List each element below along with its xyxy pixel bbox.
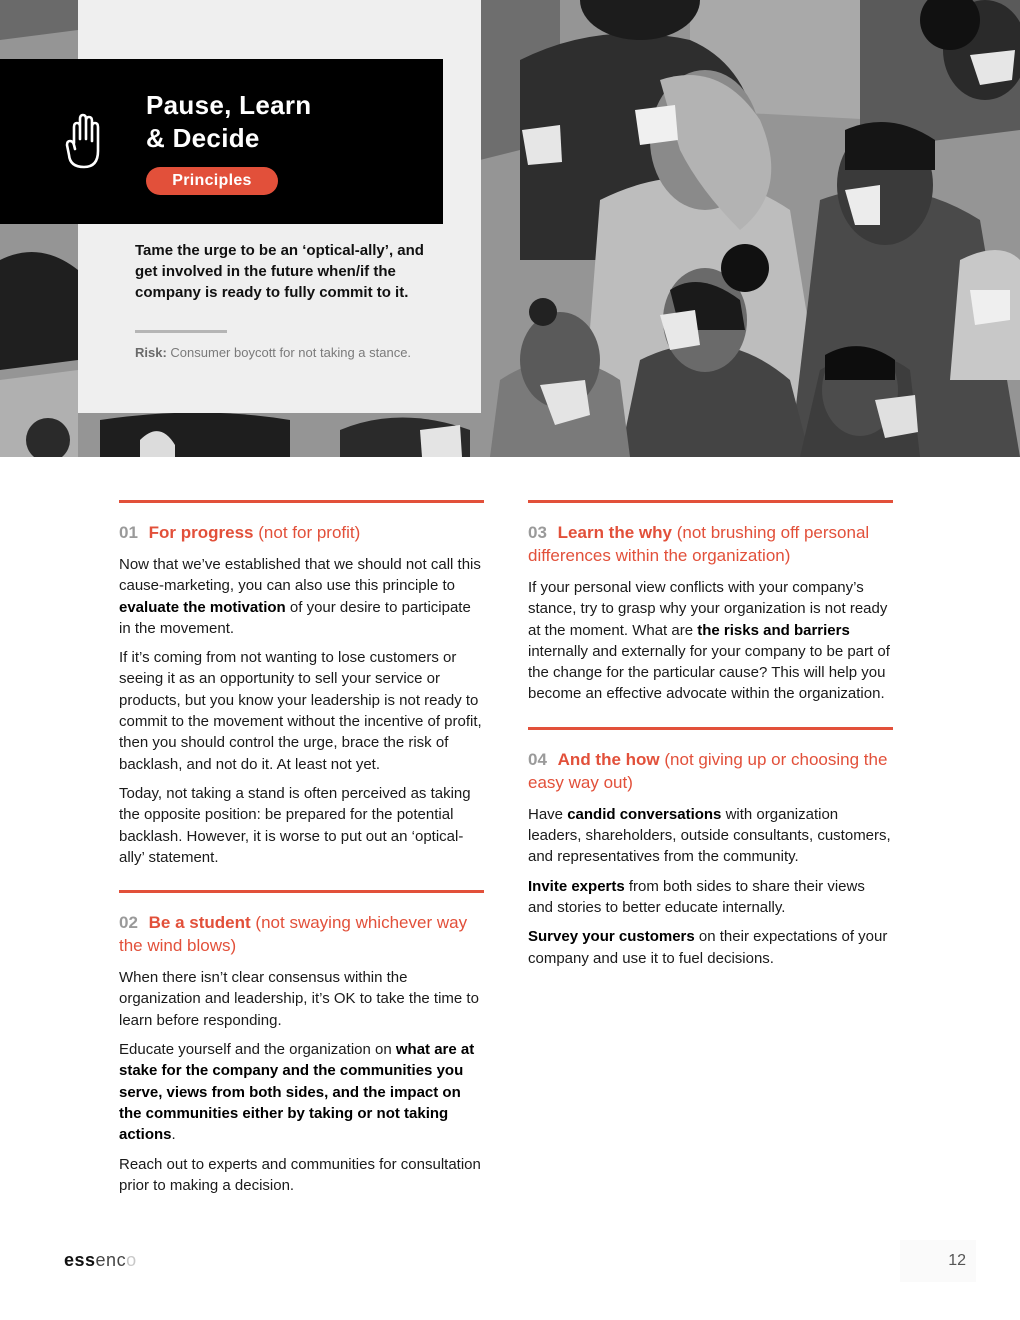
text: of your desire to participate in the movement.	[119, 598, 471, 637]
text: on their expectations of your company and use it to fuel decisions.	[528, 928, 888, 967]
bold-text: what are at stake for the company and the communities you serve, views from both sides, and the impact on the communities either by taking or not taking actions	[119, 1041, 475, 1144]
left-column	[119, 500, 484, 1204]
section-number: 03	[528, 523, 547, 542]
bold-text: Survey your customers	[528, 928, 695, 946]
section-subtitle: (not giving up or choosing the easy way out)	[528, 749, 888, 792]
text: from both sides to share their views and stories to better educate internally.	[528, 877, 865, 916]
text: with organization leaders, shareholders, outside consultants, customers, and representatives from the community.	[528, 805, 891, 866]
text: Now that we’ve established that we should not call this cause-marketing, you can also use this principle to	[119, 556, 481, 595]
section-title: And the how	[557, 749, 660, 769]
paragraph	[528, 876, 893, 919]
principles-badge: Principles	[146, 167, 278, 195]
divider	[135, 330, 227, 333]
text: Have	[528, 805, 568, 823]
paragraph	[528, 804, 893, 868]
section-02	[119, 890, 484, 1196]
section-03	[528, 500, 893, 705]
section-01	[119, 500, 484, 868]
text: internally and externally for your company to be part of the change for the particular cause? This will help you become an effective advocate within the organization.	[528, 642, 890, 703]
section-heading	[119, 911, 484, 957]
section-subtitle: (not swaying whichever way the wind blows)	[119, 913, 468, 956]
risk-label: Risk:	[135, 345, 167, 360]
bold-text: the risks and barriers	[697, 621, 850, 639]
section-title: Learn the why	[557, 523, 672, 542]
page-title	[146, 89, 311, 155]
text: .	[171, 1126, 176, 1144]
title-line-2: & Decide	[146, 123, 260, 153]
paragraph: Reach out to experts and communities for consultation prior to making a decision.	[119, 1155, 481, 1194]
title-line-1: Pause, Learn	[146, 90, 312, 120]
logo-part: enc	[95, 1250, 127, 1270]
intro-tagline: Tame the urge to be an ‘optical-ally’, and get involved in the future when/if the company is ready to fully commit to it.	[135, 242, 424, 301]
section-heading	[119, 521, 484, 544]
section-subtitle: (not for profit)	[258, 523, 361, 542]
bold-text: Invite experts	[528, 877, 625, 895]
right-column	[528, 500, 893, 977]
section-subtitle: (not brushing off personal differences within the organization)	[528, 523, 870, 565]
logo-part: o	[126, 1250, 137, 1270]
section-04	[528, 727, 893, 969]
raised-hand-icon	[62, 113, 108, 171]
section-number: 02	[119, 913, 138, 933]
section-heading	[528, 521, 893, 567]
risk-note	[135, 343, 425, 362]
paragraph	[119, 554, 484, 639]
section-number: 01	[119, 523, 138, 542]
paragraph: When there isn’t clear consensus within the organization and leadership, it’s OK to take the time to learn before responding.	[119, 969, 479, 1029]
paragraph	[119, 1039, 484, 1145]
paragraph	[528, 577, 893, 705]
logo-part: ess	[64, 1250, 96, 1270]
section-heading	[528, 748, 893, 794]
section-number: 04	[528, 749, 547, 769]
hero-banner	[0, 0, 1020, 457]
section-title: Be a student	[148, 913, 251, 933]
paragraph	[528, 926, 893, 969]
page-number: 12	[900, 1240, 976, 1282]
bold-text: candid conversations	[567, 805, 722, 823]
bold-text: evaluate the motivation	[119, 598, 286, 616]
risk-text: Consumer boycott for not taking a stance.	[170, 345, 412, 360]
text: Educate yourself and the organization on	[119, 1041, 396, 1059]
paragraph: If it’s coming from not wanting to lose customers or seeing it as an opportunity to sell your service or products, but you know your leadership is not ready to commit to the movement without the incentive of profit, then you should control the urge, brace the risk of backlash, and not do it. At least not yet.	[119, 649, 482, 773]
section-title: For progress	[148, 523, 254, 542]
paragraph: Today, not taking a stand is often perceived as taking the opposite position: be prepared for the potential backlash. However, it is worse to put out an ‘optical-ally’ statement.	[119, 784, 471, 866]
brand-logo	[64, 1250, 137, 1271]
text: If your personal view conflicts with your company’s stance, try to grasp why your organization is not ready at the moment. What are	[528, 579, 888, 639]
